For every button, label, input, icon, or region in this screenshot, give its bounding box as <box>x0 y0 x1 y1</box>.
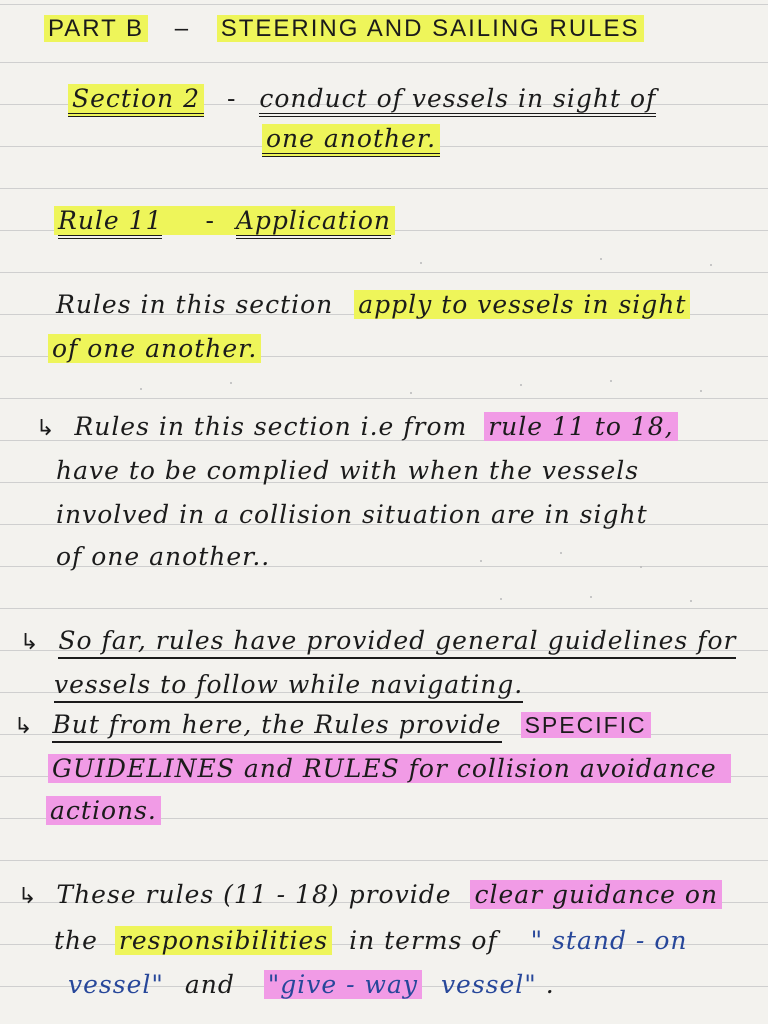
intro-line2 <box>48 334 261 364</box>
bullet3-text-line2: GUIDELINES and RULES for collision avoidance <box>48 754 731 783</box>
bullet4-text-vessel1: vessel" <box>68 970 164 999</box>
intro-line1 <box>56 290 690 320</box>
bullet4-text-a: These rules (11 - 18) provide <box>56 880 452 909</box>
section-heading-line2 <box>262 124 440 154</box>
intro-text-line2: of one another. <box>48 334 261 363</box>
bullet4-text-stand-on: " stand - on <box>530 926 688 955</box>
bullet1-line3: involved in a collision situation are in sight <box>56 500 648 529</box>
bullet-arrow-icon: ↳ <box>14 714 34 739</box>
bullet1-line4: of one another.. <box>56 542 271 571</box>
bullet4-text-the: the <box>54 926 98 955</box>
bullet1-line1 <box>36 412 678 444</box>
bullet2-text-line2: vessels to follow while navigating. <box>54 670 523 703</box>
intro-text-a: Rules in this section <box>56 290 334 319</box>
bullet-arrow-icon: ↳ <box>36 416 56 441</box>
bullet4-text-give-way: "give - way <box>264 970 422 999</box>
bullet3-line2 <box>48 754 731 784</box>
bullet4-text-and: and <box>184 970 235 999</box>
bullet4-text-in-terms: in terms of <box>349 926 498 955</box>
bullet-arrow-icon: ↳ <box>20 630 40 655</box>
bullet2-line2 <box>54 670 523 700</box>
bullet4-line2 <box>54 926 687 956</box>
bullet4-text-vessel2: vessel" <box>440 970 537 999</box>
page-heading <box>44 14 644 44</box>
bullet2-line1 <box>20 626 736 658</box>
bullet-arrow-icon: ↳ <box>18 884 38 909</box>
bullet3-text-a: But from here, the Rules provide <box>52 710 501 743</box>
bullet3-text-line3: actions. <box>46 796 161 825</box>
bullet3-line1 <box>14 710 651 742</box>
bullet4-text-b: clear guidance on <box>470 880 722 909</box>
bullet4-text-period: . <box>545 970 555 999</box>
section-dash: - <box>226 84 237 113</box>
bullet1-text-a: Rules in this section i.e from <box>74 412 468 441</box>
bullet4-line3 <box>68 970 555 1000</box>
rule-heading <box>54 206 395 236</box>
bullet3-text-b: SPECIFIC <box>521 712 651 738</box>
intro-text-b: apply to vessels in sight <box>354 290 690 319</box>
rule-heading-highlight <box>54 206 395 235</box>
section-heading-line1 <box>68 84 656 114</box>
section-title-line1: conduct of vessels in sight of <box>259 84 656 117</box>
part-title: STEERING AND SAILING RULES <box>217 15 644 42</box>
section-title-line2: one another. <box>262 124 440 157</box>
heading-dash: – <box>174 15 191 42</box>
rule-dash: - <box>205 206 215 235</box>
bullet4-text-responsibilities: responsibilities <box>115 926 332 955</box>
bullet3-line3 <box>46 796 161 826</box>
bullet1-text-b: rule 11 to 18, <box>484 412 677 441</box>
section-label: Section 2 <box>68 84 204 117</box>
bullet4-line1 <box>18 880 722 912</box>
bullet2-text: So far, rules have provided general guidelines for <box>58 626 736 659</box>
part-label: PART B <box>44 15 148 42</box>
bullet1-line2: have to be complied with when the vessels <box>56 456 640 485</box>
rule-title: Application <box>236 206 391 239</box>
rule-label: Rule 11 <box>58 206 162 239</box>
